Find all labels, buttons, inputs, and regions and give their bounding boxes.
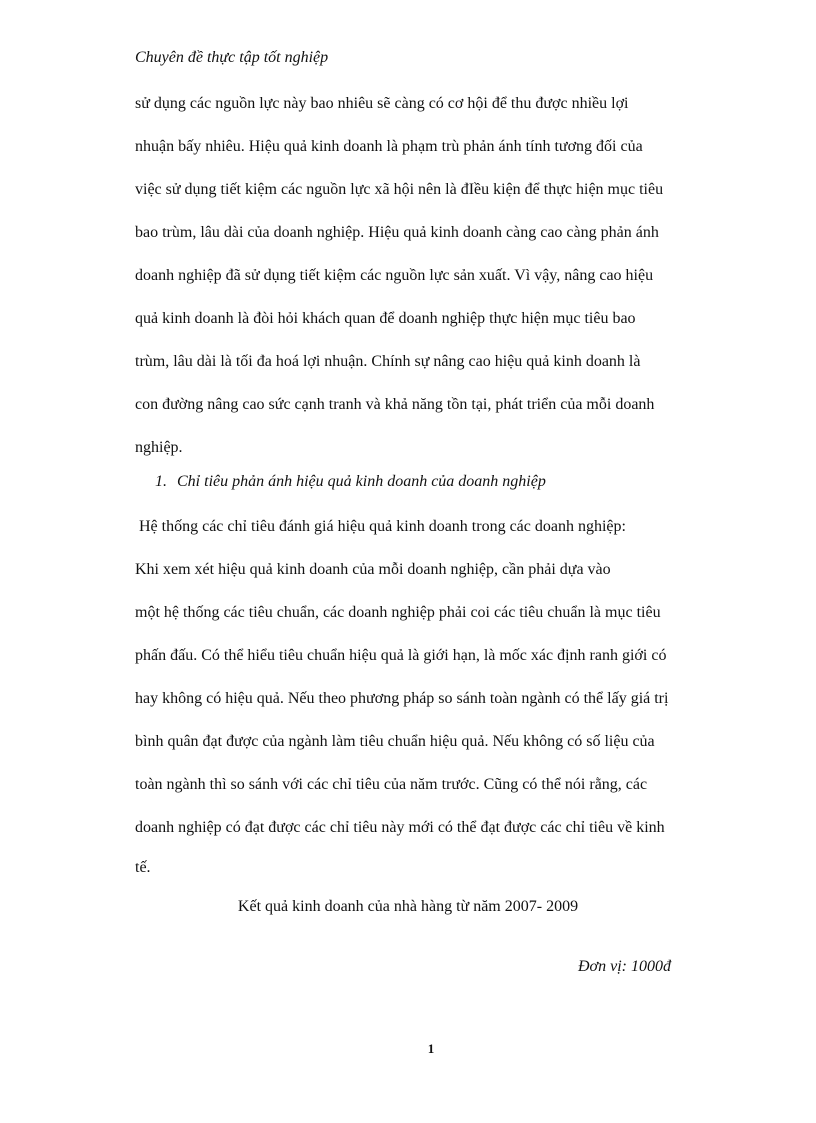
- paragraph-1-line: việc sử dụng tiết kiệm các nguồn lực xã hội nên là đIều kiện để thực hiện mục tiêu: [135, 181, 664, 198]
- paragraph-2-line: Hệ thống các chỉ tiêu đánh giá hiệu quả kinh doanh trong các doanh nghiệp:: [135, 518, 626, 535]
- paragraph-2-line: phấn đấu. Có thể hiểu tiêu chuẩn hiệu quả là giới hạn, là mốc xác định ranh giới có: [135, 647, 667, 664]
- paragraph-2-line: một hệ thống các tiêu chuẩn, các doanh nghiệp phải coi các tiêu chuẩn là mục tiêu: [135, 604, 661, 621]
- paragraph-2-line: Khi xem xét hiệu quả kinh doanh của mỗi doanh nghiệp, cần phải dựa vào: [135, 561, 611, 578]
- paragraph-1-line: quả kinh doanh là đòi hỏi khách quan để doanh nghiệp thực hiện mục tiêu bao: [135, 310, 636, 327]
- paragraph-2-line: doanh nghiệp có đạt được các chỉ tiêu này mới có thể đạt được các chỉ tiêu về kinh: [135, 819, 665, 836]
- paragraph-1-line: bao trùm, lâu dài của doanh nghiệp. Hiệu quả kinh doanh càng cao càng phản ánh: [135, 224, 659, 241]
- page-header: Chuyên đề thực tập tốt nghiệp: [135, 49, 329, 66]
- paragraph-2-line: toàn ngành thì so sánh với các chỉ tiêu của năm trước. Cũng có thể nói rằng, các: [135, 776, 648, 793]
- table-caption: Kết quả kinh doanh của nhà hàng từ năm 2007- 2009: [237, 898, 579, 915]
- paragraph-1-line: nhuận bấy nhiêu. Hiệu quả kinh doanh là phạm trù phản ánh tính tương đối của: [135, 138, 643, 155]
- paragraph-1-line: con đường nâng cao sức cạnh tranh và khả năng tồn tại, phát triển của mỗi doanh: [135, 396, 655, 413]
- paragraph-2-line: tế.: [135, 859, 151, 876]
- unit-note: Đơn vị: 1000đ: [578, 958, 671, 975]
- section-heading: [155, 473, 546, 491]
- paragraph-2-line: hay không có hiệu quả. Nếu theo phương pháp so sánh toàn ngành có thể lấy giá trị: [135, 690, 669, 707]
- page-number: 1: [427, 1041, 435, 1056]
- paragraph-2-line: bình quân đạt được của ngành làm tiêu chuẩn hiệu quả. Nếu không có số liệu của: [135, 733, 655, 750]
- paragraph-1-line: sử dụng các nguồn lực này bao nhiêu sẽ càng có cơ hội để thu được nhiều lợi: [135, 95, 629, 112]
- paragraph-1-line: doanh nghiệp đã sử dụng tiết kiệm các nguồn lực sản xuất. Vì vậy, nâng cao hiệu: [135, 267, 654, 284]
- section-number: 1.: [155, 473, 167, 490]
- paragraph-1-line: nghiệp.: [135, 439, 183, 456]
- paragraph-1-line: trùm, lâu dài là tối đa hoá lợi nhuận. Chính sự nâng cao hiệu quả kinh doanh là: [135, 353, 641, 370]
- section-title: Chỉ tiêu phản ánh hiệu quả kinh doanh của doanh nghiệp: [177, 473, 546, 490]
